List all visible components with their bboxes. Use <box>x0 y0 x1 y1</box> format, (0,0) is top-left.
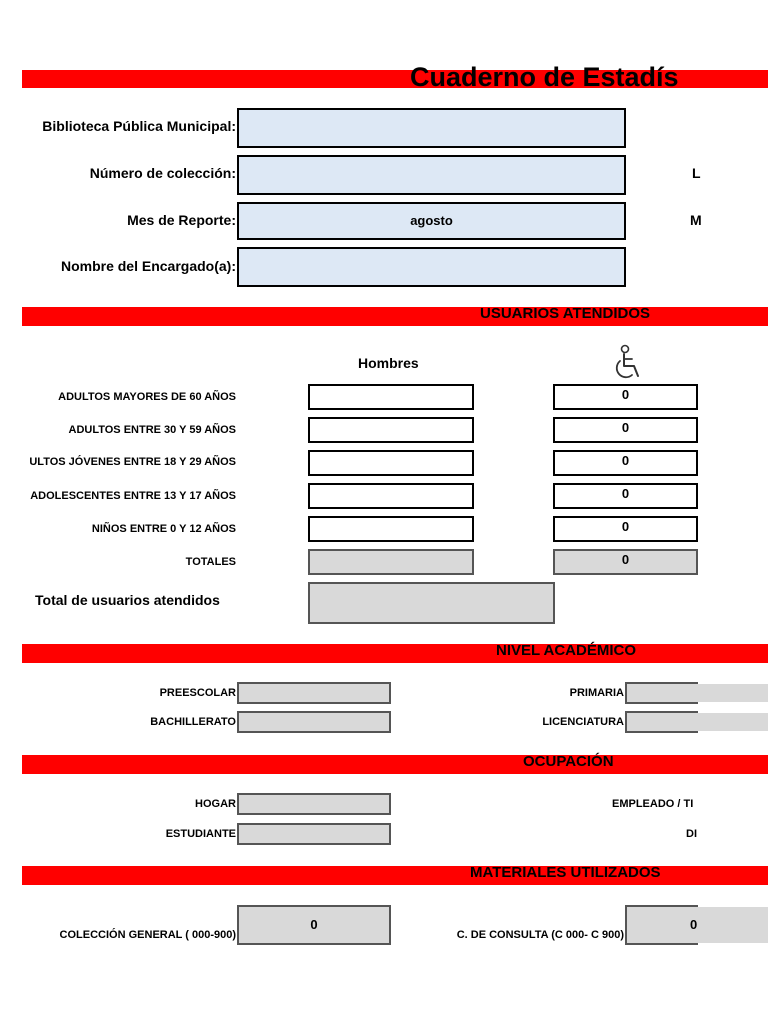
hombres-header: Hombres <box>358 355 419 371</box>
materiales-section-title: MATERIALES UTILIZADOS <box>470 864 661 881</box>
primaria-field <box>625 682 698 704</box>
licenciatura-field <box>625 711 698 733</box>
primaria-label: PRIMARIA <box>569 687 624 699</box>
discapacidad-input-adolescentes[interactable] <box>553 483 698 509</box>
consulta-label: C. DE CONSULTA (C 000- C 900) <box>456 929 624 941</box>
totales-label: TOTALES <box>185 556 236 568</box>
row-label-ninos: NIÑOS ENTRE 0 Y 12 AÑOS <box>91 523 236 535</box>
hombres-input-adultos-mayores[interactable] <box>308 384 474 410</box>
bachillerato-label: BACHILLERATO <box>150 716 236 728</box>
total-atendidos-value <box>310 584 553 594</box>
mes-value: agosto <box>410 213 453 228</box>
right-letter-l: L <box>692 165 701 181</box>
row-label-adultos-mayores: ADULTOS MAYORES DE 60 AÑOS <box>58 391 236 403</box>
discapacidad-value: 0 <box>621 519 630 534</box>
row-label-adolescentes: ADOLESCENTES ENTRE 13 Y 17 AÑOS <box>30 490 236 502</box>
coleccion-value <box>239 157 624 166</box>
discapacidad-value: 0 <box>621 420 630 435</box>
preescolar-field <box>237 682 391 704</box>
hombres-input-adultos-jovenes[interactable] <box>308 450 474 476</box>
hombres-value <box>310 386 472 388</box>
hombres-value <box>310 419 472 421</box>
discapacidad-value: 0 <box>621 387 630 402</box>
totales-discapacidad-field <box>553 549 698 575</box>
ocupacion-section-bar <box>22 755 768 774</box>
title-clip <box>400 60 698 94</box>
hombres-value <box>310 518 472 520</box>
licenciatura-field-overflow <box>698 713 768 731</box>
consulta-value: 0 <box>690 917 698 932</box>
discapacidad-input-adultos-mayores[interactable] <box>553 384 698 410</box>
licenciatura-label: LICENCIATURA <box>542 716 624 728</box>
discapacidad-input-adultos-30-59[interactable] <box>553 417 698 443</box>
encargado-field[interactable] <box>237 247 626 287</box>
nivel-section-bar <box>22 644 768 663</box>
mes-label: Mes de Reporte: <box>127 212 236 228</box>
wheelchair-icon <box>610 344 644 382</box>
totales-hombres-value <box>310 551 472 553</box>
hombres-value <box>310 485 472 487</box>
hombres-value <box>310 452 472 454</box>
coleccion-general-field <box>237 905 391 945</box>
mes-field[interactable] <box>237 202 626 240</box>
row-label-adultos-30-59: ADULTOS ENTRE 30 Y 59 AÑOS <box>68 424 236 436</box>
estudiante-label: ESTUDIANTE <box>165 828 236 840</box>
hogar-label: HOGAR <box>195 798 236 810</box>
usuarios-section-bar <box>22 307 768 326</box>
coleccion-label: Número de colección: <box>89 165 236 181</box>
empleado-clip <box>580 796 698 814</box>
consulta-field <box>625 905 698 945</box>
encargado-label: Nombre del Encargado(a): <box>60 258 236 274</box>
totales-hombres-field <box>308 549 474 575</box>
page-title: Cuaderno de Estadís <box>410 62 679 92</box>
hombres-input-ninos[interactable] <box>308 516 474 542</box>
right-letter-m: M <box>690 212 702 228</box>
hombres-input-adultos-30-59[interactable] <box>308 417 474 443</box>
biblioteca-field[interactable] <box>237 108 626 148</box>
biblioteca-label: Biblioteca Pública Municipal: <box>42 118 236 134</box>
totales-discapacidad-value: 0 <box>621 552 630 567</box>
discapacidad-input-adultos-jovenes[interactable] <box>553 450 698 476</box>
row-label-adultos-jovenes: ULTOS JÓVENES ENTRE 18 Y 29 AÑOS <box>29 456 236 468</box>
primaria-field-overflow <box>698 684 768 702</box>
discapacidad-value: 0 <box>621 453 630 468</box>
ocupacion-section-title: OCUPACIÓN <box>523 753 614 770</box>
row-label-clip <box>22 455 238 473</box>
encargado-value <box>239 249 624 258</box>
hogar-field <box>237 793 391 815</box>
discapacidad-input-ninos[interactable] <box>553 516 698 542</box>
consulta-field-overflow <box>698 907 768 943</box>
preescolar-label: PREESCOLAR <box>159 687 236 699</box>
nivel-section-title: NIVEL ACADÉMICO <box>496 642 637 659</box>
hombres-input-adolescentes[interactable] <box>308 483 474 509</box>
biblioteca-value <box>239 110 624 119</box>
di-label: DI <box>686 828 697 840</box>
empleado-label: EMPLEADO / TI <box>612 798 694 810</box>
discapacidad-value: 0 <box>621 486 630 501</box>
usuarios-section-title: USUARIOS ATENDIDOS <box>480 305 651 322</box>
estudiante-field <box>237 823 391 845</box>
coleccion-general-label: COLECCIÓN GENERAL ( 000-900) <box>59 929 236 941</box>
total-atendidos-field <box>308 582 555 624</box>
total-atendidos-label: Total de usuarios atendidos <box>35 592 220 608</box>
coleccion-general-value: 0 <box>310 917 318 932</box>
bachillerato-field <box>237 711 391 733</box>
coleccion-field[interactable] <box>237 155 626 195</box>
